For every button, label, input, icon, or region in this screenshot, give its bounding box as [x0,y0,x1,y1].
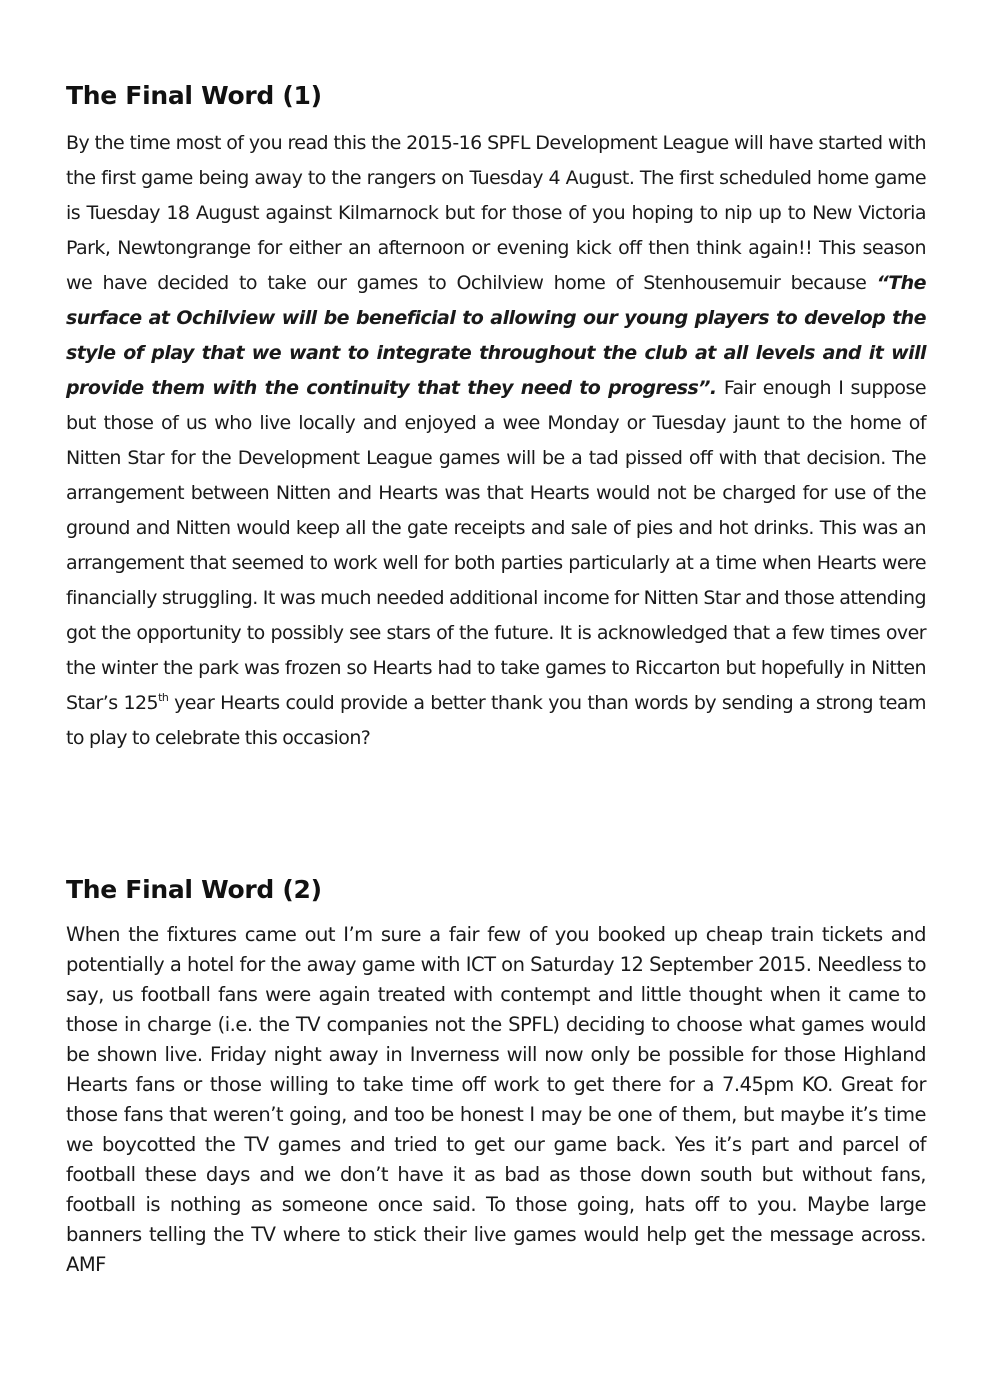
section-heading: The Final Word (2) [66,875,322,904]
ordinal-superscript: th [158,691,169,704]
quoted-statement: “The surface at Ochilview will be beneficial to allowing our young players to develop the style of play that we want to integrate throughout the club at all levels and it will provide them with the continuity that they need to progress”. [66,272,926,399]
paragraph-text: By the time most of you read this the 2015-16 SPFL Development League will have started with the first game being away to the rangers on Tuesday 4 August. The first scheduled home game is Tuesday 18 August against Kilmarnock but for those of you hoping to nip up to New Victoria Park, Newtongrange for either an afternoon or evening kick off then think again!! This season we have decided to take our games to Ochilview home of Stenhousemuir because [66,132,926,294]
paragraph-text-continued: Fair enough I suppose but those of us who live locally and enjoyed a wee Monday or Tuesday jaunt to the home of Nitten Star for the Development League games will be a tad pissed off with that decision. The arrangement between Nitten and Hearts was that Hearts would not be charged for use of the ground and Nitten would keep all the gate receipts and sale of pies and hot drinks. This was an arrangement that seemed to work well for both parties particularly at a time when Hearts were financially struggling. It was much needed additional income for Nitten Star and those attending got the opportunity to possibly see stars of the future. It is acknowledged that a few times over the winter the park was frozen so Hearts had to take games to Riccarton but hopefully in Nitten Star’s 125 [66,377,926,714]
article-paragraph: When the fixtures came out I’m sure a fair few of you booked up cheap train tickets and potentially a hotel for the away game with ICT on Saturday 12 September 2015. Needless to say, us football fans were again treated with contempt and little thought when it came to those in charge (i.e. the TV companies not the SPFL) deciding to choose what games would be shown live. Friday night away in Inverness will now only be possible for those Highland Hearts fans or those willing to take time off work to get there for a 7.45pm KO. Great for those fans that weren’t going, and too be honest I may be one of them, but maybe it’s time we boycotted the TV games and tried to get our game back. Yes it’s part and parcel of football these days and we don’t have it as bad as those down south but without fans, football is nothing as someone once said. To those going, hats off to you. Maybe large banners telling the TV where to stick their live games would help get the message across. AMF [66,923,926,1276]
section-heading: The Final Word (1) [66,81,322,110]
article-final-word-1 [66,78,926,756]
article-paragraph [66,126,926,756]
paragraph-text-end: year Hearts could provide a better thank you than words by sending a strong team to play to celebrate this occasion? [66,692,926,749]
article-final-word-2 [66,872,926,1280]
